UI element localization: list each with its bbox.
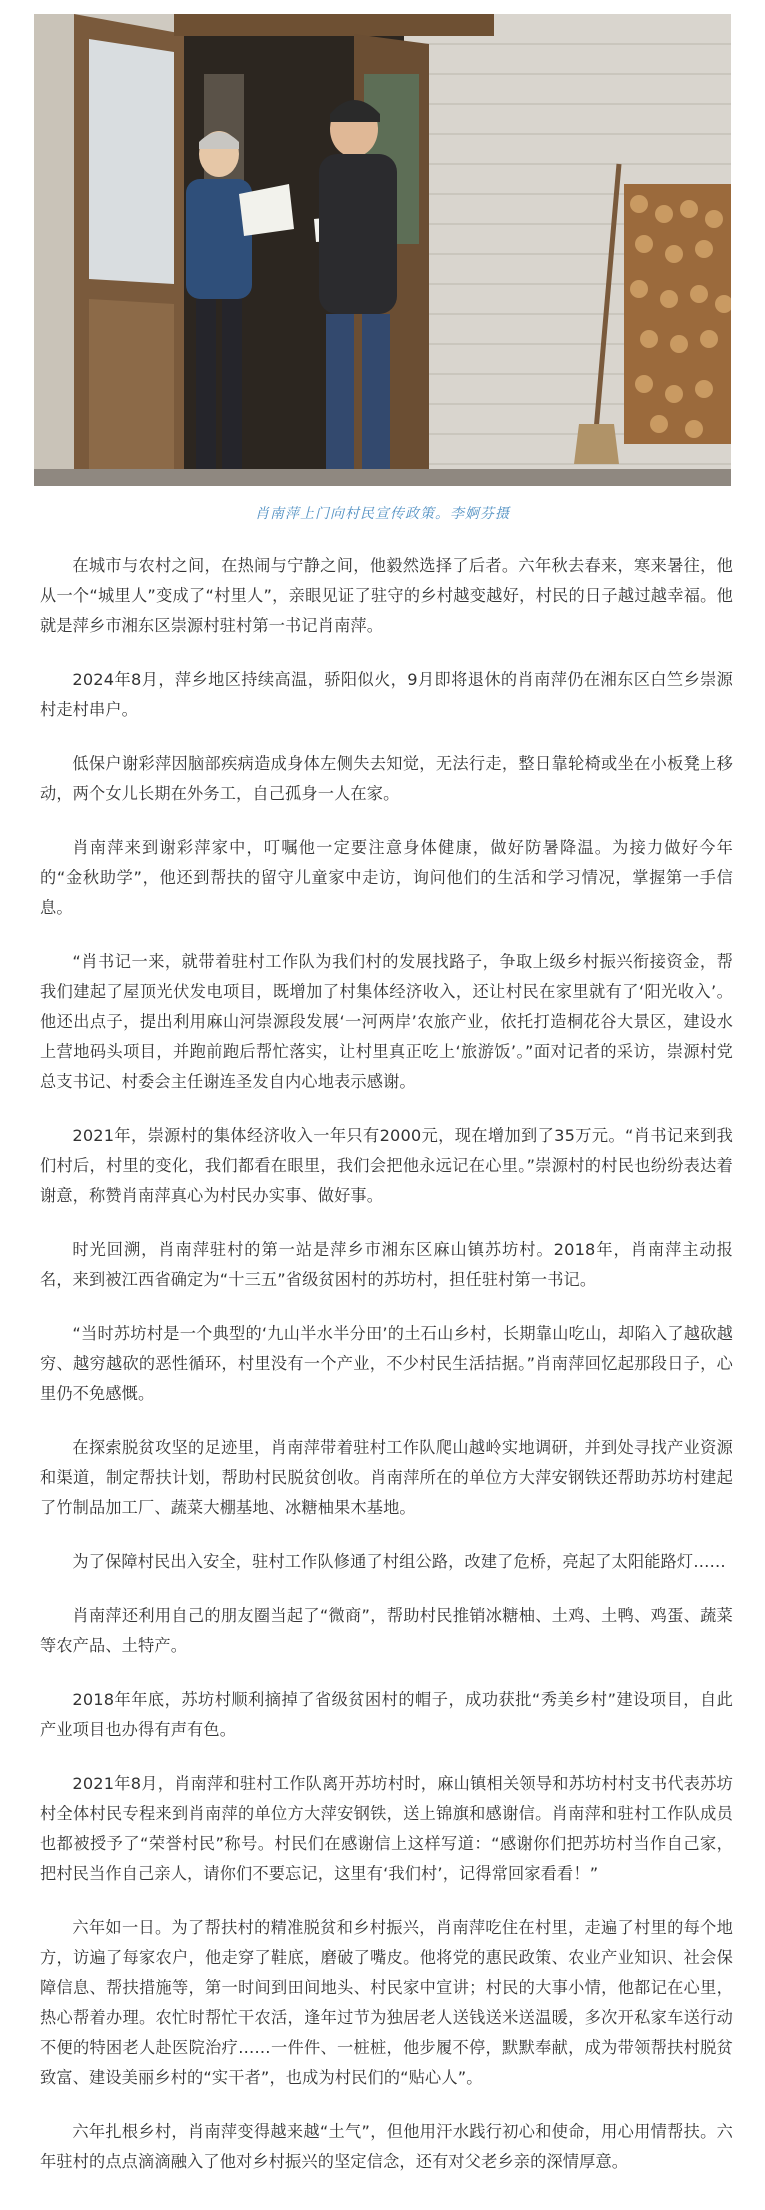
paragraph: 低保户谢彩萍因脑部疾病造成身体左侧失去知觉，无法行走，整日靠轮椅或坐在小板凳上移动，两个女儿长期在外务工，自己孤身一人在家。 — [40, 754, 733, 803]
paragraph: 在探索脱贫攻坚的足迹里，肖南萍带着驻村工作队爬山越岭实地调研，并到处寻找产业资源和渠道，制定帮扶计划，帮助村民脱贫创收。肖南萍所在的单位方大萍安钢铁还帮助苏坊村建起了竹制品加工厂、蔬菜大棚基地、冰糖柚果木基地。 — [40, 1438, 733, 1517]
paragraph: 六年扎根乡村，肖南萍变得越来越“土气”，但他用汗水践行初心和使命，用心用情帮扶。六年驻村的点点滴滴融入了他对乡村振兴的坚定信念，还有对父老乡亲的深情厚意。 — [40, 2122, 733, 2171]
photo-village-visit — [34, 14, 731, 486]
paragraph: 肖南萍还利用自己的朋友圈当起了“微商”，帮助村民推销冰糖柚、土鸡、土鸭、鸡蛋、蔬菜等农产品、土特产。 — [40, 1606, 733, 1655]
article-photo — [34, 14, 731, 486]
paragraph: 2018年年底，苏坊村顺利摘掉了省级贫困村的帽子，成功获批“秀美乡村”建设项目，自此产业项目也办得有声有色。 — [40, 1690, 733, 1739]
paragraph: 2021年，崇源村的集体经济收入一年只有2000元，现在增加到了35万元。“肖书记来到我们村后，村里的变化，我们都看在眼里，我们会把他永远记在心里。”崇源村的村民也纷纷表达着谢意，称赞肖南萍真心为村民办实事、做好事。 — [40, 1126, 733, 1205]
paragraph: 六年如一日。为了帮扶村的精准脱贫和乡村振兴，肖南萍吃住在村里，走遍了村里的每个地方，访遍了每家农户，他走穿了鞋底，磨破了嘴皮。他将党的惠民政策、农业产业知识、社会保障信息、帮扶措施等，第一时间到田间地头、村民家中宣讲；村民的大事小情，他都记在心里，热心帮着办理。农忙时帮忙干农活，逢年过节为独居老人送钱送米送温暖，多次开私家车送行动不便的特困老人赴医院治疗……一件件、一桩桩，他步履不停，默默奉献，成为带领帮扶村脱贫致富、建设美丽乡村的“实干者”，也成为村民们的“贴心人”。 — [40, 1918, 733, 2087]
paragraph: “当时苏坊村是一个典型的‘九山半水半分田’的土石山乡村，长期靠山吃山，却陷入了越砍越穷、越穷越砍的恶性循环，村里没有一个产业，不少村民生活拮据。”肖南萍回忆起那段日子，心里仍不免感慨。 — [40, 1324, 733, 1403]
article-body — [40, 551, 733, 2201]
paragraph: 2021年8月，肖南萍和驻村工作队离开苏坊村时，麻山镇相关领导和苏坊村村支书代表苏坊村全体村民专程来到肖南萍的单位方大萍安钢铁，送上锦旗和感谢信。肖南萍和驻村工作队成员也都被授予了“荣誉村民”称号。村民们在感谢信上这样写道：“感谢你们把苏坊村当作自己家，把村民当作自己亲人，请你们不要忘记，这里有‘我们村’，记得常回家看看！” — [40, 1774, 733, 1883]
photo-caption: 肖南萍上门向村民宣传政策。李婀芬摄 — [255, 506, 510, 522]
paragraph: 肖南萍来到谢彩萍家中，叮嘱他一定要注意身体健康，做好防暑降温。为接力做好今年的“金秋助学”，他还到帮扶的留守儿童家中走访，询问他们的生活和学习情况，掌握第一手信息。 — [40, 838, 733, 917]
paragraph: 时光回溯，肖南萍驻村的第一站是萍乡市湘东区麻山镇苏坊村。2018年，肖南萍主动报名，来到被江西省确定为“十三五”省级贫困村的苏坊村，担任驻村第一书记。 — [40, 1240, 733, 1289]
paragraph: “肖书记一来，就带着驻村工作队为我们村的发展找路子，争取上级乡村振兴衔接资金，帮我们建起了屋顶光伏发电项目，既增加了村集体经济收入，还让村民在家里就有了‘阳光收入’。他还出点子，提出利用麻山河崇源段发展‘一河两岸’农旅产业，依托打造桐花谷大景区，建设水上营地码头项目，并跑前跑后帮忙落实，让村里真正吃上‘旅游饭’。”面对记者的采访，崇源村党总支书记、村委会主任谢连圣发自内心地表示感谢。 — [40, 952, 733, 1091]
paragraph: 为了保障村民出入安全，驻村工作队修通了村组公路，改建了危桥，亮起了太阳能路灯…… — [72, 1552, 726, 1571]
paragraph: 2024年8月，萍乡地区持续高温，骄阳似火，9月即将退休的肖南萍仍在湘东区白竺乡崇源村走村串户。 — [40, 670, 733, 719]
paragraph: 在城市与农村之间，在热闹与宁静之间，他毅然选择了后者。六年秋去春来，寒来暑往，他从一个“城里人”变成了“村里人”，亲眼见证了驻守的乡村越变越好，村民的日子越过越幸福。他就是萍乡市湘东区崇源村驻村第一书记肖南萍。 — [40, 556, 733, 635]
